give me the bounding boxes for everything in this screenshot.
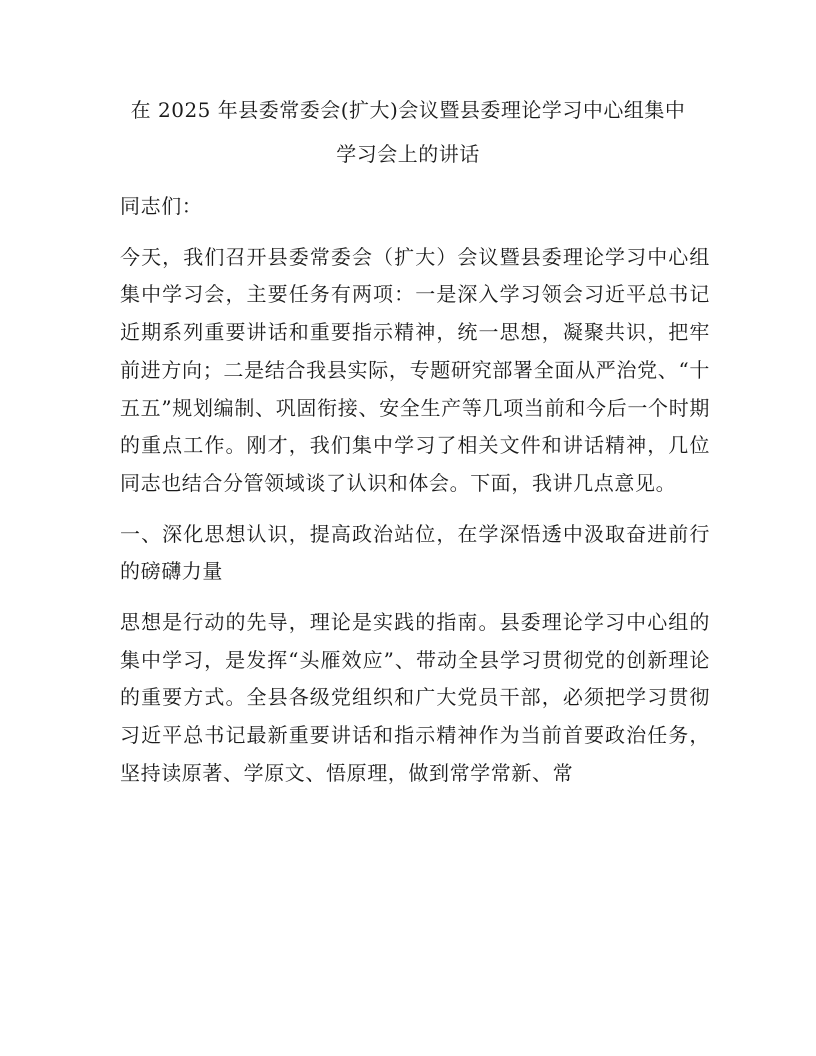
greeting: 同志们： [120,194,203,218]
title-line-1: 在 2025 年县委常委会(扩大)会议暨县委理论学习中心组集中 [130,98,686,122]
section-heading-1: 一、深化思想认识，提高政治站位，在学深悟透中汲取奋进前行的磅礴力量 [120,521,710,584]
document-title [96,88,720,176]
paragraph-section-1: 思想是行动的先导，理论是实践的指南。县委理论学习中心组的集中学习，是发挥“头雁效应”、带动全县学习贯彻党的创新理论的重要方式。全县各级党组织和广大党员干部，必须把学习贯彻习近平总书记最新重要讲话和指示精神作为当前首要政治任务，坚持读原著、学原文、悟原理，做到常学常新、常 [120,610,710,785]
title-line-2: 学习会上的讲话 [336,142,480,166]
paragraph-opening: 今天，我们召开县委常委会（扩大）会议暨县委理论学习中心组集中学习会，主要任务有两项：一是深入学习领会习近平总书记近期系列重要讲话和重要指示精神，统一思想，凝聚共识，把牢前进方向；二是结合我县实际，专题研究部署全面从严治党、“十五五”规划编制、巩固衔接、安全生产等几项当前和今后一个时期的重点工作。刚才，我们集中学习了相关文件和讲话精神，几位同志也结合分管领域谈了认识和体会。下面，我讲几点意见。 [120,244,710,495]
document-body [120,188,710,806]
